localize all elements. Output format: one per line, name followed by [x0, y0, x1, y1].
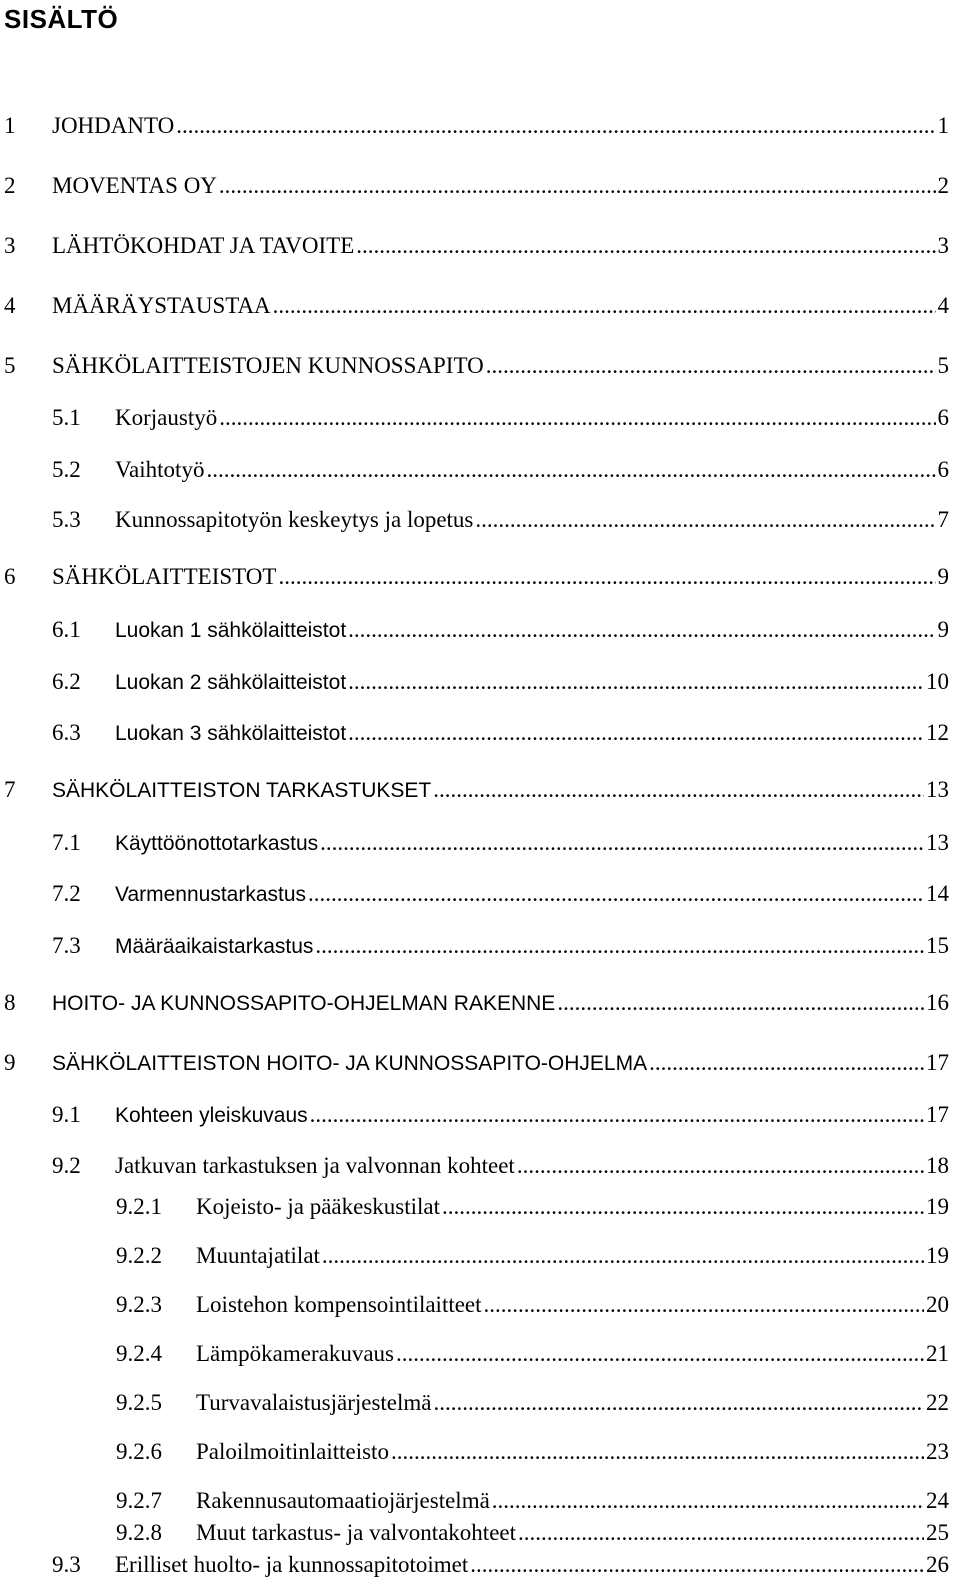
toc-dot-leader [649, 1046, 924, 1080]
toc-dot-leader [322, 1239, 924, 1273]
toc-entry-number: 3 [4, 233, 16, 258]
toc-entry-page: 4 [937, 293, 949, 318]
toc-dot-leader [219, 169, 936, 203]
toc-entry-page: 18 [926, 1153, 949, 1178]
toc-entry-page: 5 [937, 353, 949, 378]
toc-entry-9-2-8[interactable] [116, 1516, 949, 1550]
toc-entry-page: 17 [926, 1102, 949, 1127]
toc-entry-number: 2 [4, 173, 16, 198]
toc-entry-title: Luokan 3 sähkölaitteistot [115, 722, 347, 745]
toc-entry-2[interactable] [4, 169, 949, 203]
toc-entry-page: 23 [926, 1439, 949, 1464]
toc-entry-title: Luokan 1 sähkölaitteistot [115, 619, 347, 642]
toc-entry-page: 13 [926, 777, 949, 802]
toc-entry-title: SÄHKÖLAITTEISTOJEN KUNNOSSAPITO [52, 353, 484, 378]
toc-entry-page: 14 [926, 881, 949, 906]
toc-entry-page: 25 [926, 1520, 949, 1545]
toc-entry-number: 7.1 [52, 830, 81, 855]
toc-dot-leader [486, 349, 936, 383]
toc-entry-4[interactable] [4, 289, 949, 323]
toc-entry-title: Turvavalaistusjärjestelmä [196, 1390, 432, 1415]
toc-entry-number: 9.3 [52, 1552, 81, 1577]
toc-entry-page: 9 [937, 564, 949, 589]
toc-entry-5-3[interactable] [52, 503, 949, 537]
toc-entry-number: 9.2.5 [116, 1390, 162, 1415]
toc-entry-title: Kohteen yleiskuvaus [115, 1104, 308, 1127]
toc-entry-9-2-6[interactable] [116, 1435, 949, 1469]
toc-dot-leader [348, 665, 924, 699]
toc-entry-title: LÄHTÖKOHDAT JA TAVOITE [52, 233, 355, 258]
toc-dot-leader [492, 1484, 924, 1518]
toc-dot-leader [348, 613, 935, 647]
toc-dot-leader [348, 716, 924, 750]
toc-dot-leader [484, 1288, 924, 1322]
toc-entry-9[interactable] [4, 1046, 949, 1080]
toc-entry-7-1[interactable] [52, 826, 949, 860]
toc-entry-page: 7 [937, 507, 949, 532]
toc-entry-6[interactable] [4, 560, 949, 594]
toc-entry-number: 4 [4, 293, 16, 318]
toc-entry-title: Jatkuvan tarkastuksen ja valvonnan kohteet [115, 1153, 515, 1178]
toc-entry-page: 17 [926, 1050, 949, 1075]
toc-entry-number: 7.2 [52, 881, 81, 906]
toc-entry-7-2[interactable] [52, 877, 949, 911]
toc-entry-title: Kojeisto- ja pääkeskustilat [196, 1194, 440, 1219]
toc-entry-number: 9.2.6 [116, 1439, 162, 1464]
toc-entry-6-2[interactable] [52, 665, 949, 699]
toc-entry-number: 9.2.7 [116, 1488, 162, 1513]
toc-entry-5[interactable] [4, 349, 949, 383]
toc-dot-leader [442, 1190, 924, 1224]
toc-dot-leader [320, 826, 924, 860]
toc-entry-9-2[interactable] [52, 1149, 949, 1183]
toc-entry-title: SÄHKÖLAITTEISTON HOITO- JA KUNNOSSAPITO-OHJELMA [52, 1052, 648, 1075]
toc-entry-number: 8 [4, 990, 16, 1015]
toc-entry-title: Muut tarkastus- ja valvontakohteet [196, 1520, 517, 1545]
toc-dot-leader [310, 1098, 924, 1132]
toc-entry-number: 9.2 [52, 1153, 81, 1178]
toc-entry-9-2-4[interactable] [116, 1337, 949, 1371]
toc-entry-page: 19 [926, 1243, 949, 1268]
toc-entry-1[interactable] [4, 109, 949, 143]
toc-entry-title: Käyttöönottotarkastus [115, 832, 319, 855]
toc-entry-number: 6.2 [52, 669, 81, 694]
toc-entry-number: 5 [4, 353, 16, 378]
toc-entry-number: 9.2.8 [116, 1520, 162, 1545]
toc-dot-leader [219, 401, 935, 435]
toc-entry-7-3[interactable] [52, 929, 949, 963]
toc-entry-6-1[interactable] [52, 613, 949, 647]
toc-entry-9-2-3[interactable] [116, 1288, 949, 1322]
toc-entry-page: 21 [926, 1341, 949, 1366]
toc-dot-leader [434, 1386, 925, 1420]
toc-entry-page: 26 [926, 1552, 949, 1577]
toc-dot-leader [308, 877, 924, 911]
toc-entry-3[interactable] [4, 229, 949, 263]
toc-entry-title: Varmennustarkastus [115, 883, 307, 906]
toc-entry-page: 6 [937, 457, 949, 482]
toc-entry-number: 9.2.2 [116, 1243, 162, 1268]
toc-entry-9-2-2[interactable] [116, 1239, 949, 1273]
toc-entry-page: 19 [926, 1194, 949, 1219]
toc-entry-page: 13 [926, 830, 949, 855]
toc-entry-page: 10 [926, 669, 949, 694]
toc-dot-leader [557, 986, 924, 1020]
toc-entry-page: 2 [937, 173, 949, 198]
toc-dot-leader [176, 109, 935, 143]
toc-entry-9-3[interactable] [52, 1548, 949, 1582]
toc-entry-title: Kunnossapitotyön keskeytys ja lopetus [115, 507, 474, 532]
toc-entry-number: 5.1 [52, 405, 81, 430]
toc-entry-title: JOHDANTO [52, 113, 175, 138]
toc-entry-number: 6.1 [52, 617, 81, 642]
toc-dot-leader [278, 560, 935, 594]
toc-dot-leader [396, 1337, 924, 1371]
toc-entry-page: 6 [937, 405, 949, 430]
toc-entry-page: 22 [926, 1390, 949, 1415]
toc-entry-number: 6.3 [52, 720, 81, 745]
toc-entry-number: 1 [4, 113, 16, 138]
toc-entry-number: 6 [4, 564, 16, 589]
toc-entry-page: 1 [937, 113, 949, 138]
toc-entry-title: Luokan 2 sähkölaitteistot [115, 671, 347, 694]
toc-entry-page: 16 [926, 990, 949, 1015]
toc-entry-number: 9.2.1 [116, 1194, 162, 1219]
toc-entry-title: HOITO- JA KUNNOSSAPITO-OHJELMAN RAKENNE [52, 992, 556, 1015]
toc-dot-leader [391, 1435, 924, 1469]
toc-entry-page: 15 [926, 933, 949, 958]
toc-dot-leader [315, 929, 924, 963]
toc-entry-page: 3 [937, 233, 949, 258]
toc-dot-leader [517, 1149, 924, 1183]
toc-entry-5-1[interactable] [52, 401, 949, 435]
toc-entry-title: Lämpökamerakuvaus [196, 1341, 394, 1366]
toc-entry-title: Paloilmoitinlaitteisto [196, 1439, 389, 1464]
toc-entry-9-2-7[interactable] [116, 1484, 949, 1518]
toc-entry-number: 7 [4, 777, 16, 802]
toc-entry-number: 9.1 [52, 1102, 81, 1127]
toc-dot-leader [475, 503, 935, 537]
toc-entry-page: 20 [926, 1292, 949, 1317]
toc-entry-number: 9.2.4 [116, 1341, 162, 1366]
toc-entry-title: SÄHKÖLAITTEISTON TARKASTUKSET [52, 779, 432, 802]
toc-entry-title: Vaihtotyö [115, 457, 205, 482]
toc-entry-title: Loistehon kompensointilaitteet [196, 1292, 482, 1317]
toc-entry-9-2-5[interactable] [116, 1386, 949, 1420]
toc-entry-number: 9.2.3 [116, 1292, 162, 1317]
toc-entry-title: Rakennusautomaatiojärjestelmä [196, 1488, 490, 1513]
toc-entry-number: 5.2 [52, 457, 81, 482]
toc-entry-number: 7.3 [52, 933, 81, 958]
toc-entry-title: MOVENTAS OY [52, 173, 217, 198]
toc-entry-page: 9 [937, 617, 949, 642]
toc-entry-title: Korjaustyö [115, 405, 218, 430]
toc-entry-9-1[interactable] [52, 1098, 949, 1132]
toc-entry-8[interactable] [4, 986, 949, 1020]
toc-entry-5-2[interactable] [52, 453, 949, 487]
toc-dot-leader [356, 229, 935, 263]
toc-entry-number: 9 [4, 1050, 16, 1075]
toc-dot-leader [518, 1516, 924, 1550]
toc-entry-title: MÄÄRÄYSTAUSTAA [52, 293, 271, 318]
toc-dot-leader [206, 453, 935, 487]
toc-entry-page: 12 [926, 720, 949, 745]
toc-entry-number: 5.3 [52, 507, 81, 532]
toc-entry-title: Muuntajatilat [196, 1243, 320, 1268]
toc-entry-title: SÄHKÖLAITTEISTOT [52, 564, 277, 589]
toc-entry-6-3[interactable] [52, 716, 949, 750]
toc-entry-title: Määräaikaistarkastus [115, 935, 314, 958]
toc-heading: SISÄLTÖ [4, 4, 119, 34]
toc-entry-title: Erilliset huolto- ja kunnossapitotoimet [115, 1552, 469, 1577]
toc-dot-leader [433, 773, 924, 807]
toc-dot-leader [470, 1548, 924, 1582]
toc-entry-9-2-1[interactable] [116, 1190, 949, 1224]
toc-dot-leader [273, 289, 936, 323]
toc-entry-7[interactable] [4, 773, 949, 807]
toc-entry-page: 24 [926, 1488, 949, 1513]
